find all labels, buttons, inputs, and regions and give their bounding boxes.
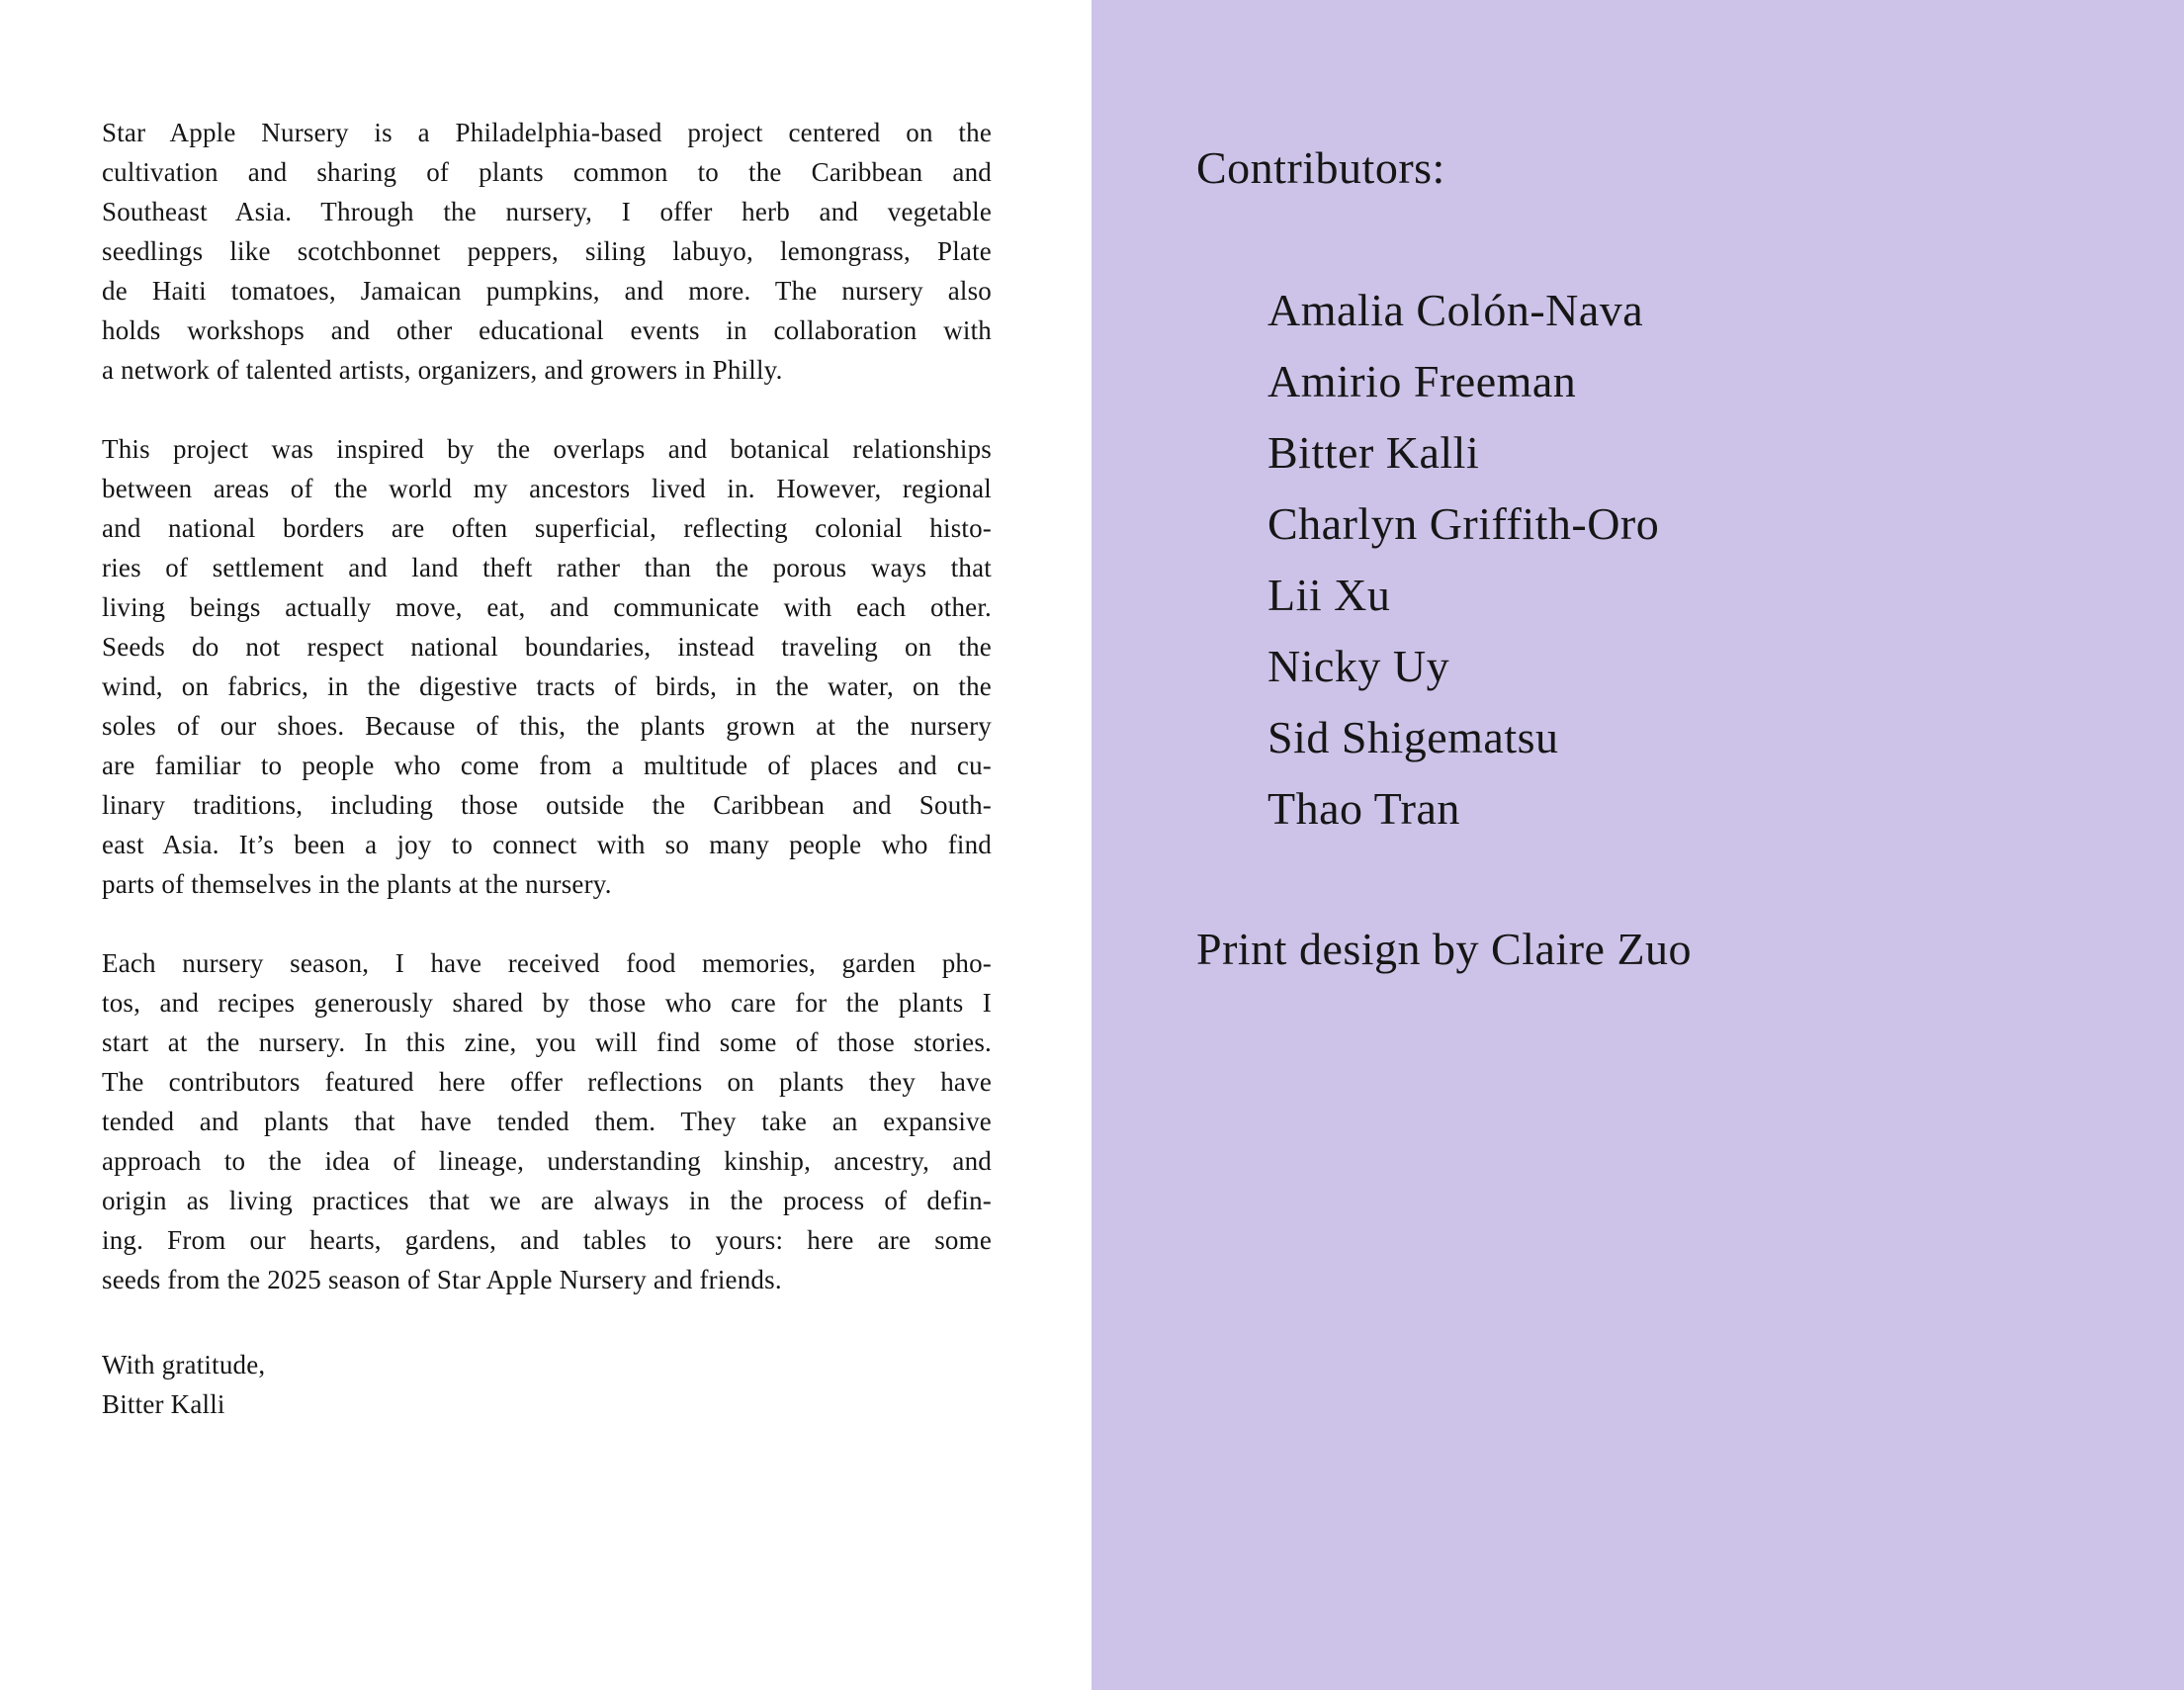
contributor-name: Lii Xu: [1267, 570, 1391, 620]
text-line: linary traditions, including those outside the Caribbean and South-: [102, 790, 992, 820]
text-line: The contributors featured here offer reflections on plants they have: [102, 1067, 992, 1097]
signoff: [102, 1345, 992, 1424]
contributor-name: Charlyn Griffith-Oro: [1267, 498, 1660, 549]
contributor-name: Nicky Uy: [1267, 641, 1450, 691]
paragraph: [102, 113, 992, 390]
text-line: ing. From our hearts, gardens, and tables to yours: here are some: [102, 1225, 992, 1255]
text-line: east Asia. It’s been a joy to connect with so many people who find: [102, 830, 992, 859]
contributor-name: Amalia Colón-Nava: [1267, 285, 1644, 335]
text-line: ries of settlement and land theft rather than the porous ways that: [102, 553, 992, 582]
text-line: de Haiti tomatoes, Jamaican pumpkins, and more. The nursery also: [102, 276, 992, 306]
intro-paragraphs: [102, 113, 992, 1299]
text-line: start at the nursery. In this zine, you will find some of those stories.: [102, 1027, 992, 1057]
text-line: cultivation and sharing of plants common to the Caribbean and: [102, 157, 992, 187]
text-line: living beings actually move, eat, and communicate with each other.: [102, 592, 992, 622]
contributors-heading: Contributors:: [1196, 142, 1445, 193]
text-line: seeds from the 2025 season of Star Apple Nursery and friends.: [102, 1265, 782, 1294]
text-line: soles of our shoes. Because of this, the plants grown at the nursery: [102, 711, 992, 741]
contributor-name: Thao Tran: [1267, 783, 1460, 834]
contributor-name: Amirio Freeman: [1267, 356, 1577, 406]
contributor-name: Sid Shigematsu: [1267, 712, 1559, 762]
signoff-gratitude: With gratitude,: [102, 1350, 266, 1379]
text-line: Seeds do not respect national boundaries, instead traveling on the: [102, 632, 992, 662]
text-line: between areas of the world my ancestors lived in. However, regional: [102, 474, 992, 503]
text-line: tended and plants that have tended them. They take an expansive: [102, 1107, 992, 1136]
signoff-author: Bitter Kalli: [102, 1389, 225, 1419]
text-line: tos, and recipes generously shared by those who care for the plants I: [102, 988, 992, 1018]
contributor-name: Bitter Kalli: [1267, 427, 1480, 478]
text-line: holds workshops and other educational events in collaboration with: [102, 315, 992, 345]
paragraph: [102, 429, 992, 904]
paragraph: [102, 943, 992, 1299]
text-line: and national borders are often superficial, reflecting colonial histo-: [102, 513, 992, 543]
text-line: Each nursery season, I have received food memories, garden pho-: [102, 948, 992, 978]
text-line: parts of themselves in the plants at the nursery.: [102, 869, 612, 899]
text-line: Southeast Asia. Through the nursery, I offer herb and vegetable: [102, 197, 992, 226]
text-line: seedlings like scotchbonnet peppers, siling labuyo, lemongrass, Plate: [102, 236, 992, 266]
text-line: a network of talented artists, organizers, and growers in Philly.: [102, 355, 783, 385]
text-line: This project was inspired by the overlaps and botanical relationships: [102, 434, 992, 464]
text-line: approach to the idea of lineage, understanding kinship, ancestry, and: [102, 1146, 992, 1176]
text-line: wind, on fabrics, in the digestive tracts of birds, in the water, on the: [102, 671, 992, 701]
intro-text-column: [102, 113, 992, 1424]
print-credit: Print design by Claire Zuo: [1196, 924, 1693, 974]
text-line: Star Apple Nursery is a Philadelphia-based project centered on the: [102, 118, 992, 147]
contributors-list: [1267, 275, 1659, 845]
text-line: origin as living practices that we are always in the process of defin-: [102, 1186, 992, 1215]
text-line: are familiar to people who come from a multitude of places and cu-: [102, 751, 992, 780]
contributors-page: [1092, 0, 2184, 1690]
